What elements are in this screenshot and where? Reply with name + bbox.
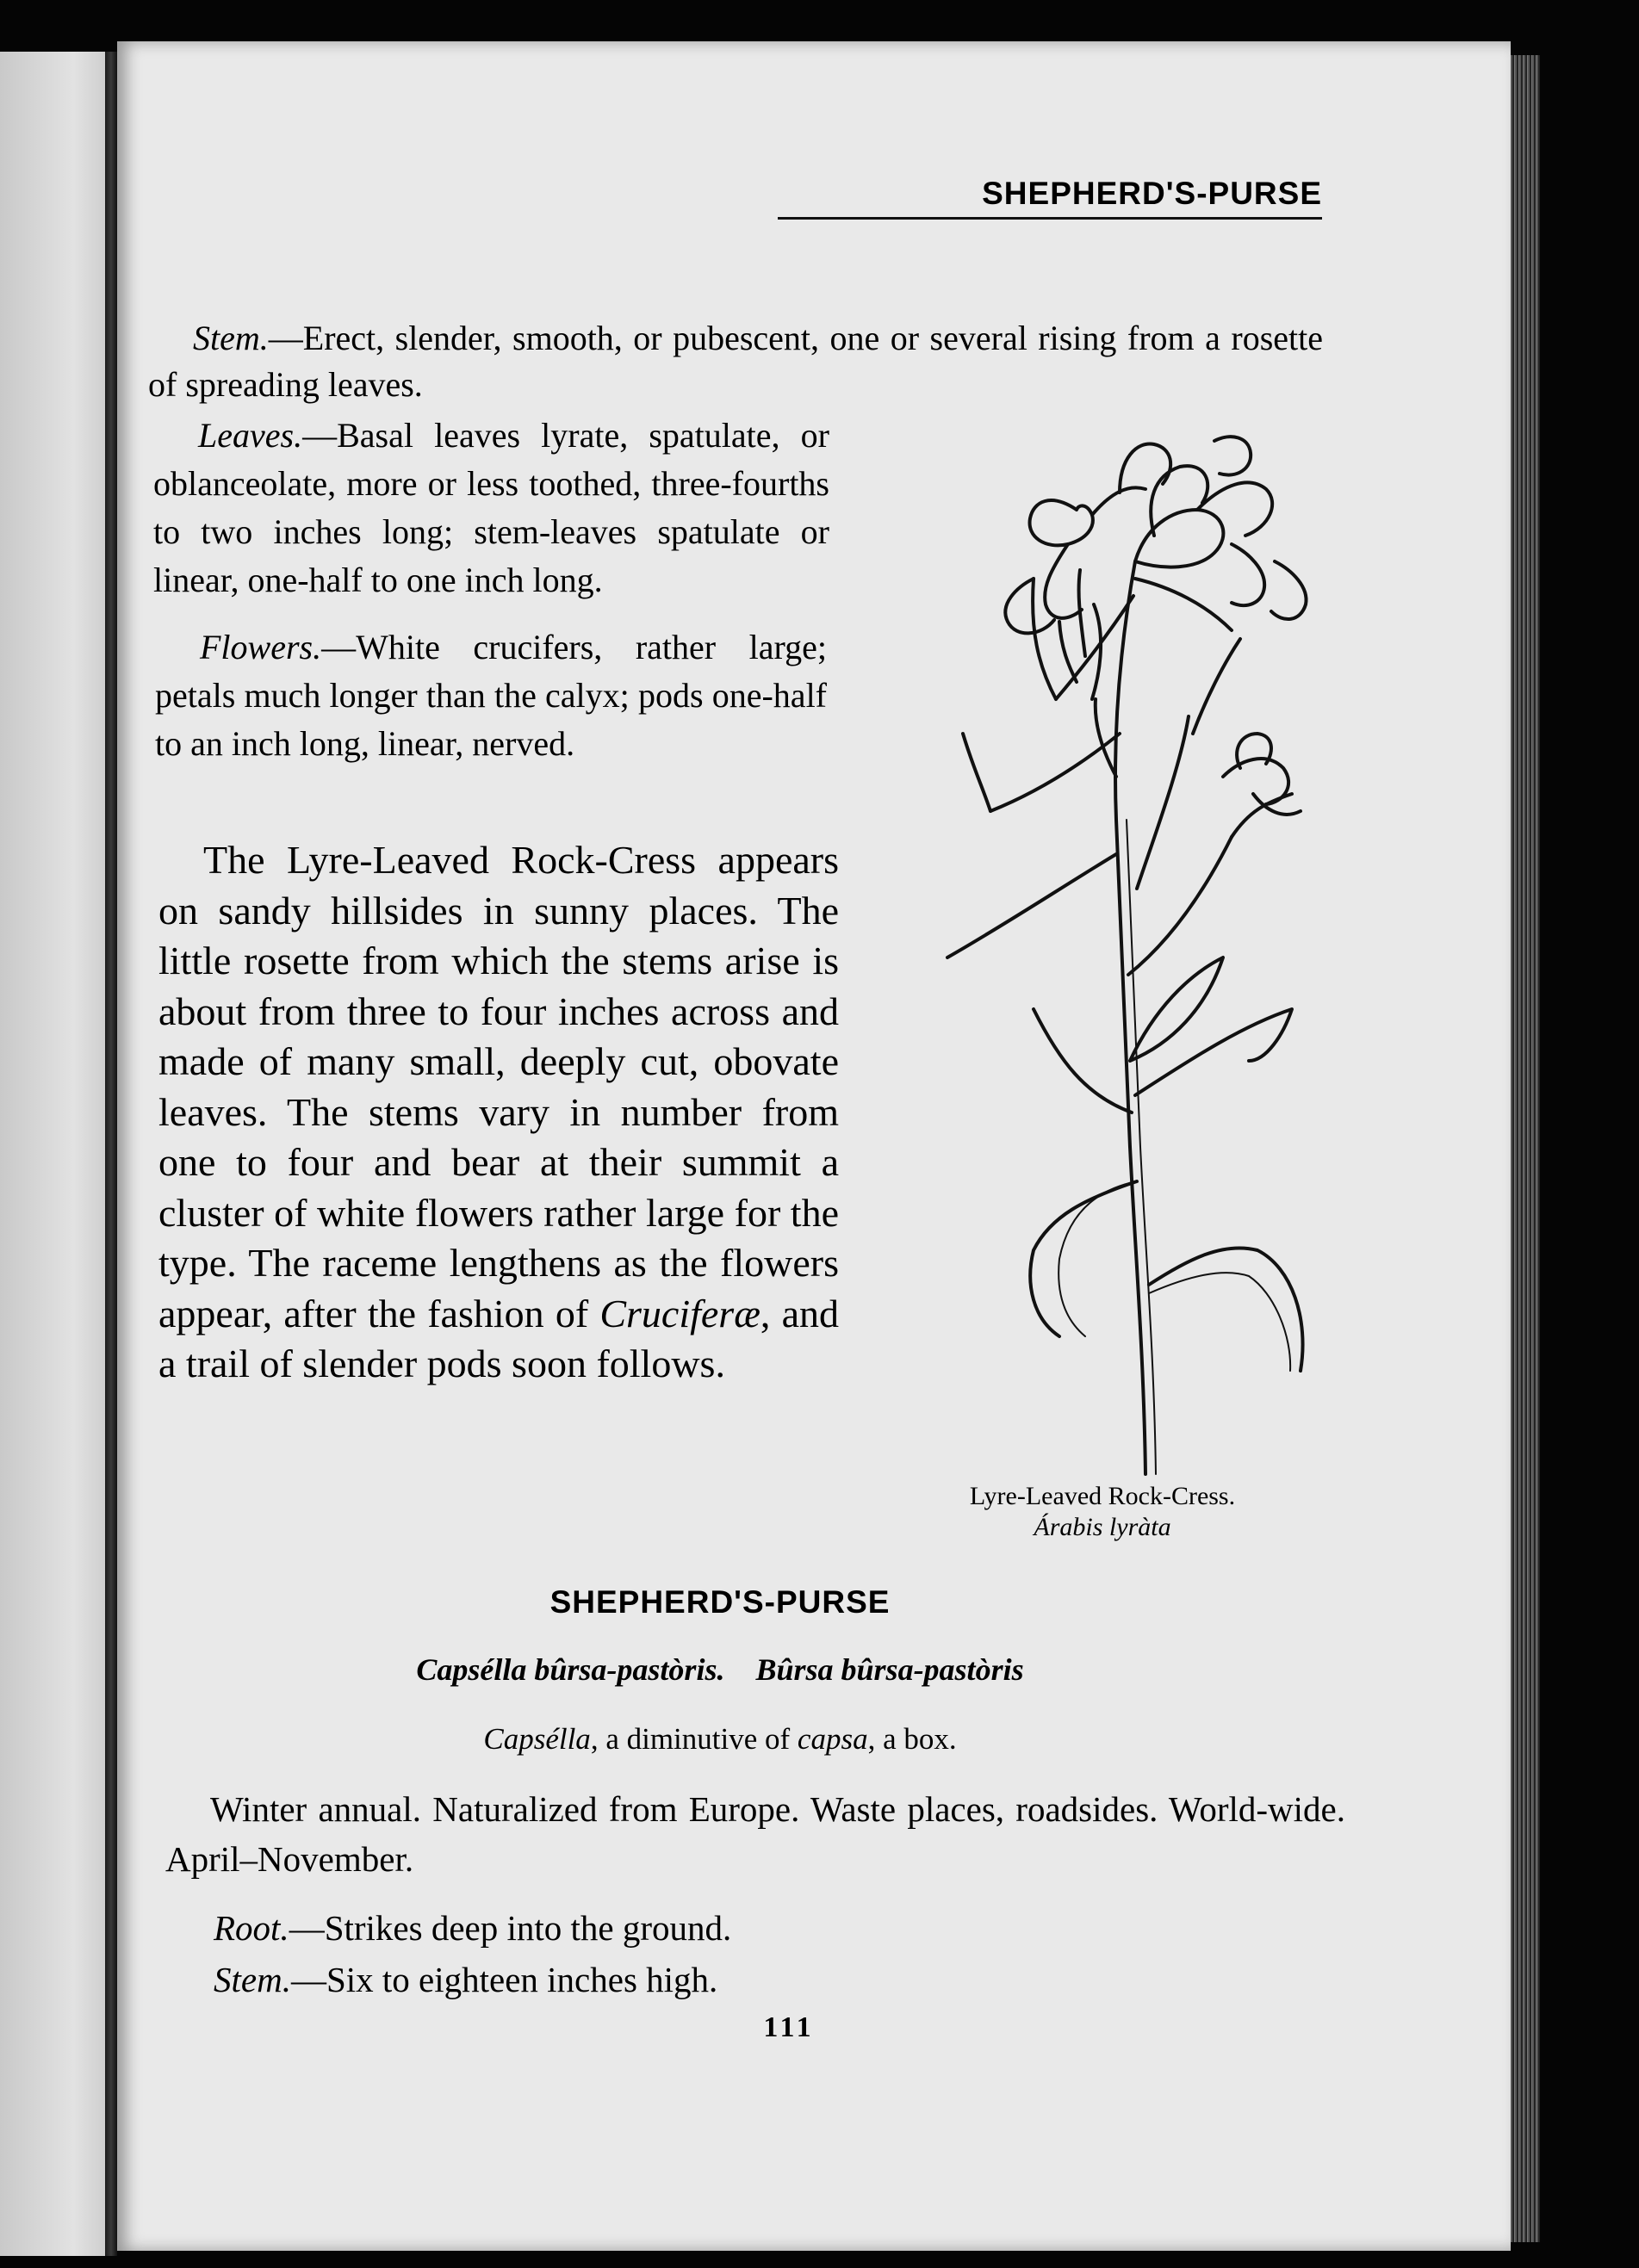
scientific-name-1: Capsélla bûrsa-pastòris. [416,1652,725,1687]
habitat-paragraph: Winter annual. Naturalized from Europe. Waste places, roadsides. World-wide. April–November. [165,1789,1345,1879]
body-paragraph [158,835,839,1390]
caption-scientific-name: Árabis lyràta [1034,1513,1171,1541]
stem-height-description [169,1955,1288,2005]
scientific-names [289,1651,1151,1688]
stem-height-label: Stem. [214,1960,291,1999]
flowers-description [155,623,827,768]
section-title: SHEPHERD'S-PURSE [549,1584,891,1620]
stem-label: Stem. [193,319,269,357]
scientific-name-2: Bûrsa bûrsa-pastòris [755,1652,1024,1687]
root-label: Root. [214,1908,289,1948]
etymology-end: , a box. [867,1722,957,1756]
rock-cress-illustration [861,406,1344,1478]
etymology-term: Capsélla [483,1722,591,1756]
leaves-description [153,412,829,604]
leaves-label: Leaves. [198,416,303,455]
stem-description [148,315,1323,408]
root-description [169,1903,1288,1953]
stem-text: —Erect, slender, smooth, or pubescent, one or several rising from a rosette of spreading leaves. [148,319,1323,404]
left-page-edge [0,52,105,2256]
body-italic-term: Cruciferæ [599,1291,761,1335]
caption-common-name: Lyre-Leaved Rock-Cress. [969,1482,1236,1510]
stem-height-text: —Six to eighteen inches high. [290,1960,718,1999]
etymology [289,1722,1151,1757]
page-edges [1511,55,1540,2242]
flowers-text: —White crucifers, rather large; petals much longer than the calyx; pods one-half to an inch long, linear, nerved. [155,628,827,763]
running-head: SHEPHERD'S-PURSE [778,176,1322,220]
etymology-mid: , a diminutive of [590,1722,798,1756]
flowers-label: Flowers. [200,628,322,666]
figure-caption [861,1481,1344,1543]
etymology-root: capsa [797,1722,868,1756]
body-text-start: The Lyre-Leaved Rock-Cress appears on sandy hillsides in sunny places. The little rosette from which the stems arise is about from three to four inches across and made of many small, deeply cut, obovate leaves. The stems vary in number from one to four and bear at their summit a cluster of white flowers rather large for the type. The raceme lengthens as the flowers appear, after the fashion of [158,838,839,1335]
leaves-text: —Basal leaves lyrate, spatulate, or oblanceolate, more or less toothed, three-fourths to two inches long; stem-leaves spatulate or linear, one-half to one inch long. [153,416,829,599]
book-gutter [105,52,117,2256]
page-number: 111 [763,2011,815,2043]
body-text-end: , and a trail of slender pods soon follows. [158,1291,839,1385]
root-text: —Strikes deep into the ground. [289,1908,732,1948]
